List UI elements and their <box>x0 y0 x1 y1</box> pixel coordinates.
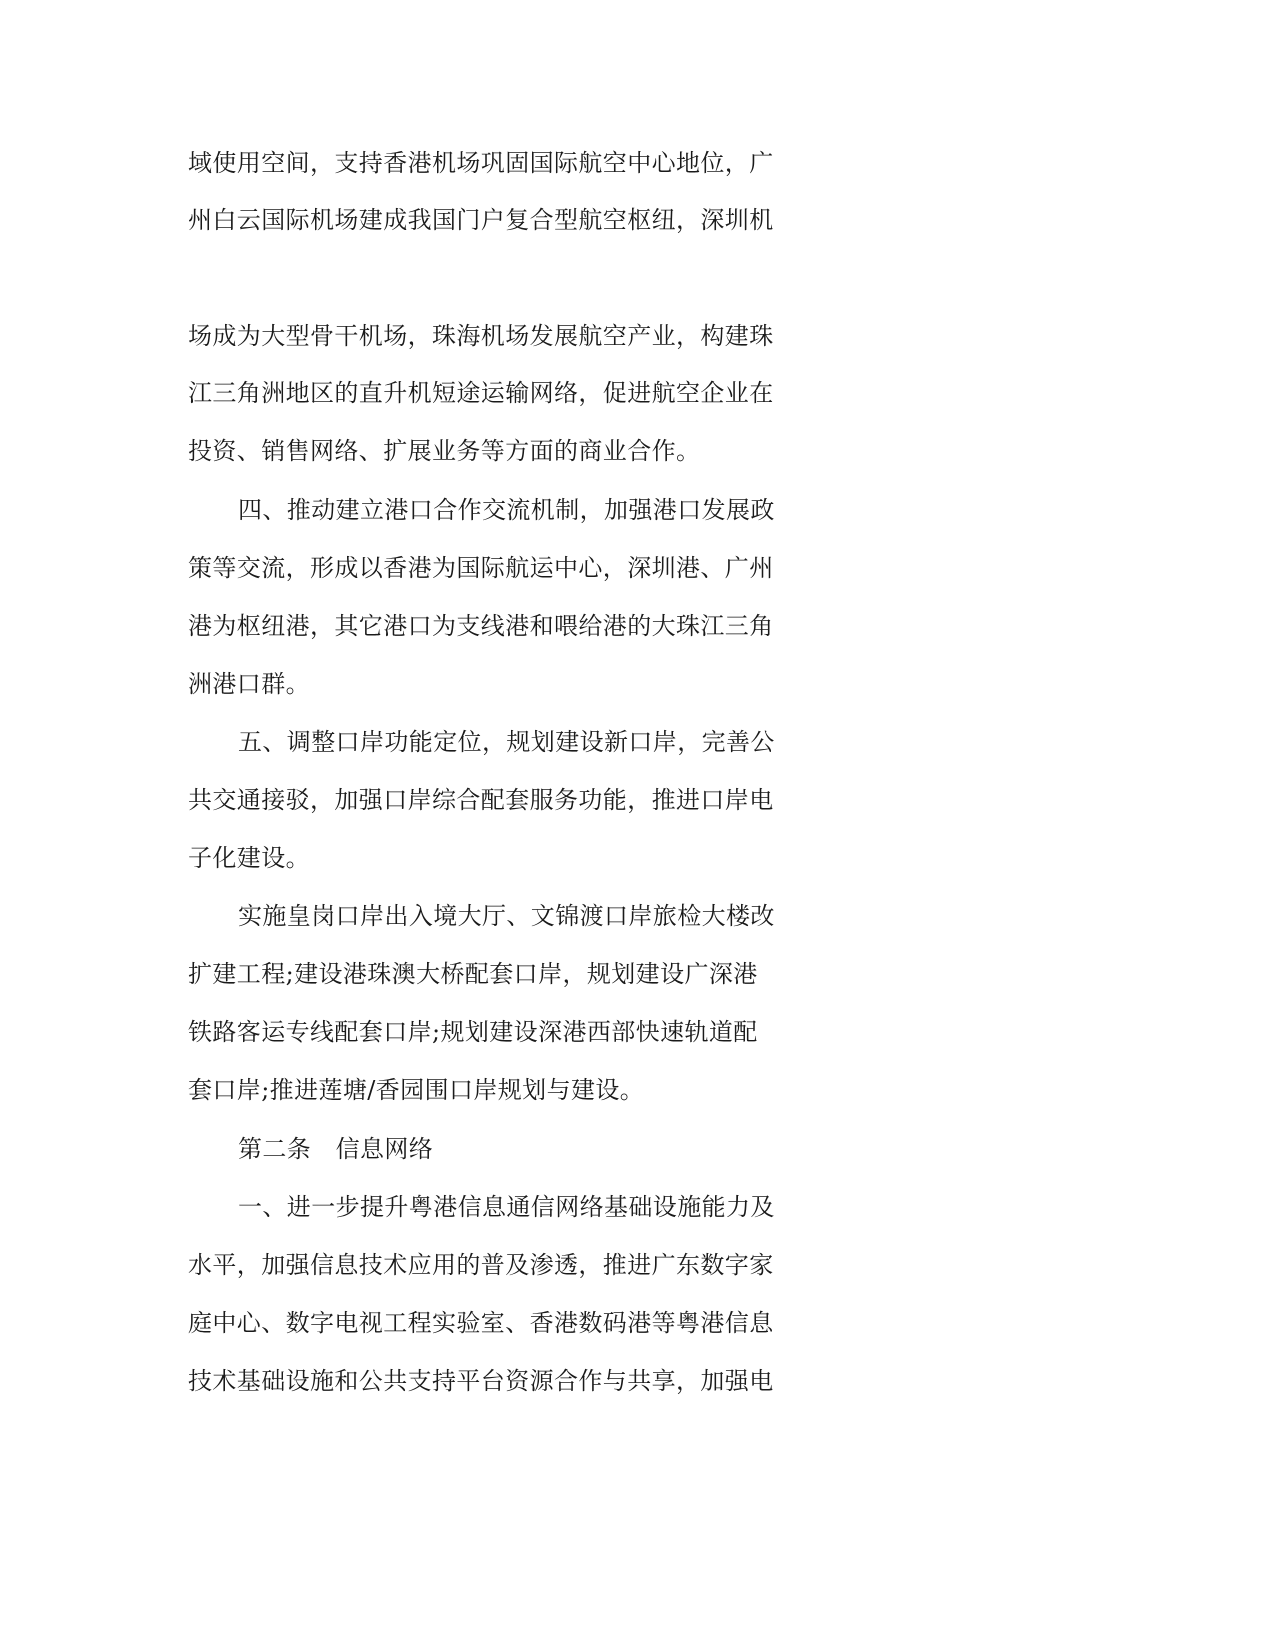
text-line: 水平，加强信息技术应用的普及渗透，推进广东数字家 <box>188 1251 774 1279</box>
paragraph-start-line: 五、调整口岸功能定位，规划建设新口岸，完善公 <box>238 728 775 756</box>
paragraph-start-line: 一、进一步提升粤港信息通信网络基础设施能力及 <box>238 1193 775 1221</box>
text-line: 港为枢纽港，其它港口为支线港和喂给港的大珠江三角 <box>188 612 774 640</box>
text-line: 共交通接驳，加强口岸综合配套服务功能，推进口岸电 <box>188 786 774 814</box>
section-heading: 第二条 信息网络 <box>238 1135 434 1163</box>
text-line: 州白云国际机场建成我国门户复合型航空枢纽，深圳机 <box>188 206 774 234</box>
text-line: 洲港口群。 <box>188 670 310 698</box>
text-line: 庭中心、数字电视工程实验室、香港数码港等粤港信息 <box>188 1309 774 1337</box>
paragraph-start-line: 实施皇岗口岸出入境大厅、文锦渡口岸旅检大楼改 <box>238 902 775 930</box>
text-line: 铁路客运专线配套口岸;规划建设深港西部快速轨道配 <box>188 1018 758 1046</box>
text-line: 域使用空间，支持香港机场巩固国际航空中心地位，广 <box>188 149 774 177</box>
text-line: 子化建设。 <box>188 844 310 872</box>
text-line: 投资、销售网络、扩展业务等方面的商业合作。 <box>188 437 701 465</box>
text-line: 技术基础设施和公共支持平台资源合作与共享，加强电 <box>188 1367 774 1395</box>
text-line: 扩建工程;建设港珠澳大桥配套口岸，规划建设广深港 <box>188 960 758 988</box>
text-line: 场成为大型骨干机场，珠海机场发展航空产业，构建珠 <box>188 322 774 350</box>
text-line: 策等交流，形成以香港为国际航运中心，深圳港、广州 <box>188 554 774 582</box>
paragraph-start-line: 四、推动建立港口合作交流机制，加强港口发展政 <box>238 496 775 524</box>
text-line: 套口岸;推进莲塘/香园围口岸规划与建设。 <box>188 1076 645 1104</box>
text-line: 江三角洲地区的直升机短途运输网络，促进航空企业在 <box>188 379 774 407</box>
